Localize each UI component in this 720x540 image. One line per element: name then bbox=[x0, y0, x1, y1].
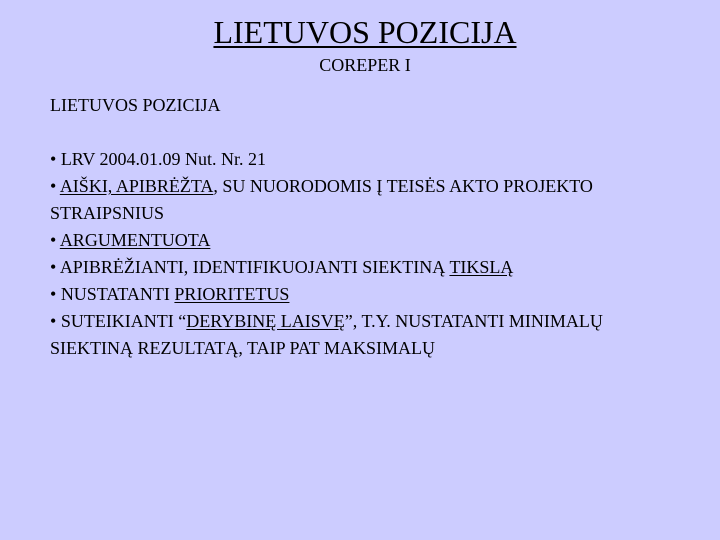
bullet-marker: • bbox=[50, 176, 60, 196]
bullet-item bbox=[50, 173, 690, 227]
slide-body bbox=[50, 92, 690, 362]
bullet-marker: • bbox=[50, 230, 60, 250]
bullet-text: ”, T.Y. NUSTATANTI MINIMALŲ SIEKTINĄ REZULTATĄ, TAIP PAT MAKSIMALŲ bbox=[50, 311, 603, 358]
bullet-marker: • bbox=[50, 149, 61, 169]
bullet-item bbox=[50, 146, 690, 173]
bullet-marker: • bbox=[50, 257, 60, 277]
underlined-text: AIŠKI, APIBRĖŽTA bbox=[59, 176, 214, 196]
underlined-text: ARGUMENTUOTA bbox=[59, 230, 211, 250]
bullet-text: NUSTATANTI bbox=[60, 284, 175, 304]
underlined-text: DERYBINĘ LAISVĘ bbox=[186, 311, 345, 331]
bullet-list bbox=[50, 146, 690, 362]
slide-subtitle: COREPER I bbox=[319, 55, 411, 75]
bullet-item bbox=[50, 254, 690, 281]
underlined-text: PRIORITETUS bbox=[174, 284, 290, 304]
bullet-marker: • bbox=[50, 311, 61, 331]
bullet-item bbox=[50, 308, 690, 362]
body-heading: LIETUVOS POZICIJA bbox=[50, 95, 221, 115]
bullet-text: APIBRĖŽIANTI, IDENTIFIKUOJANTI SIEKTINĄ bbox=[59, 257, 450, 277]
bullet-text: SUTEIKIANTI “ bbox=[60, 311, 187, 331]
bullet-text: LRV 2004.01.09 Nut. Nr. 21 bbox=[60, 149, 267, 169]
bullet-item bbox=[50, 281, 690, 308]
underlined-text: TIKSLĄ bbox=[449, 257, 514, 277]
bullet-marker: • bbox=[50, 284, 61, 304]
bullet-item bbox=[50, 227, 690, 254]
slide-title: LIETUVOS POZICIJA bbox=[213, 14, 517, 50]
bullet-text: , SU NUORODOMIS Į TEISĖS AKTO PROJEKTO STRAIPSNIUS bbox=[50, 176, 593, 223]
